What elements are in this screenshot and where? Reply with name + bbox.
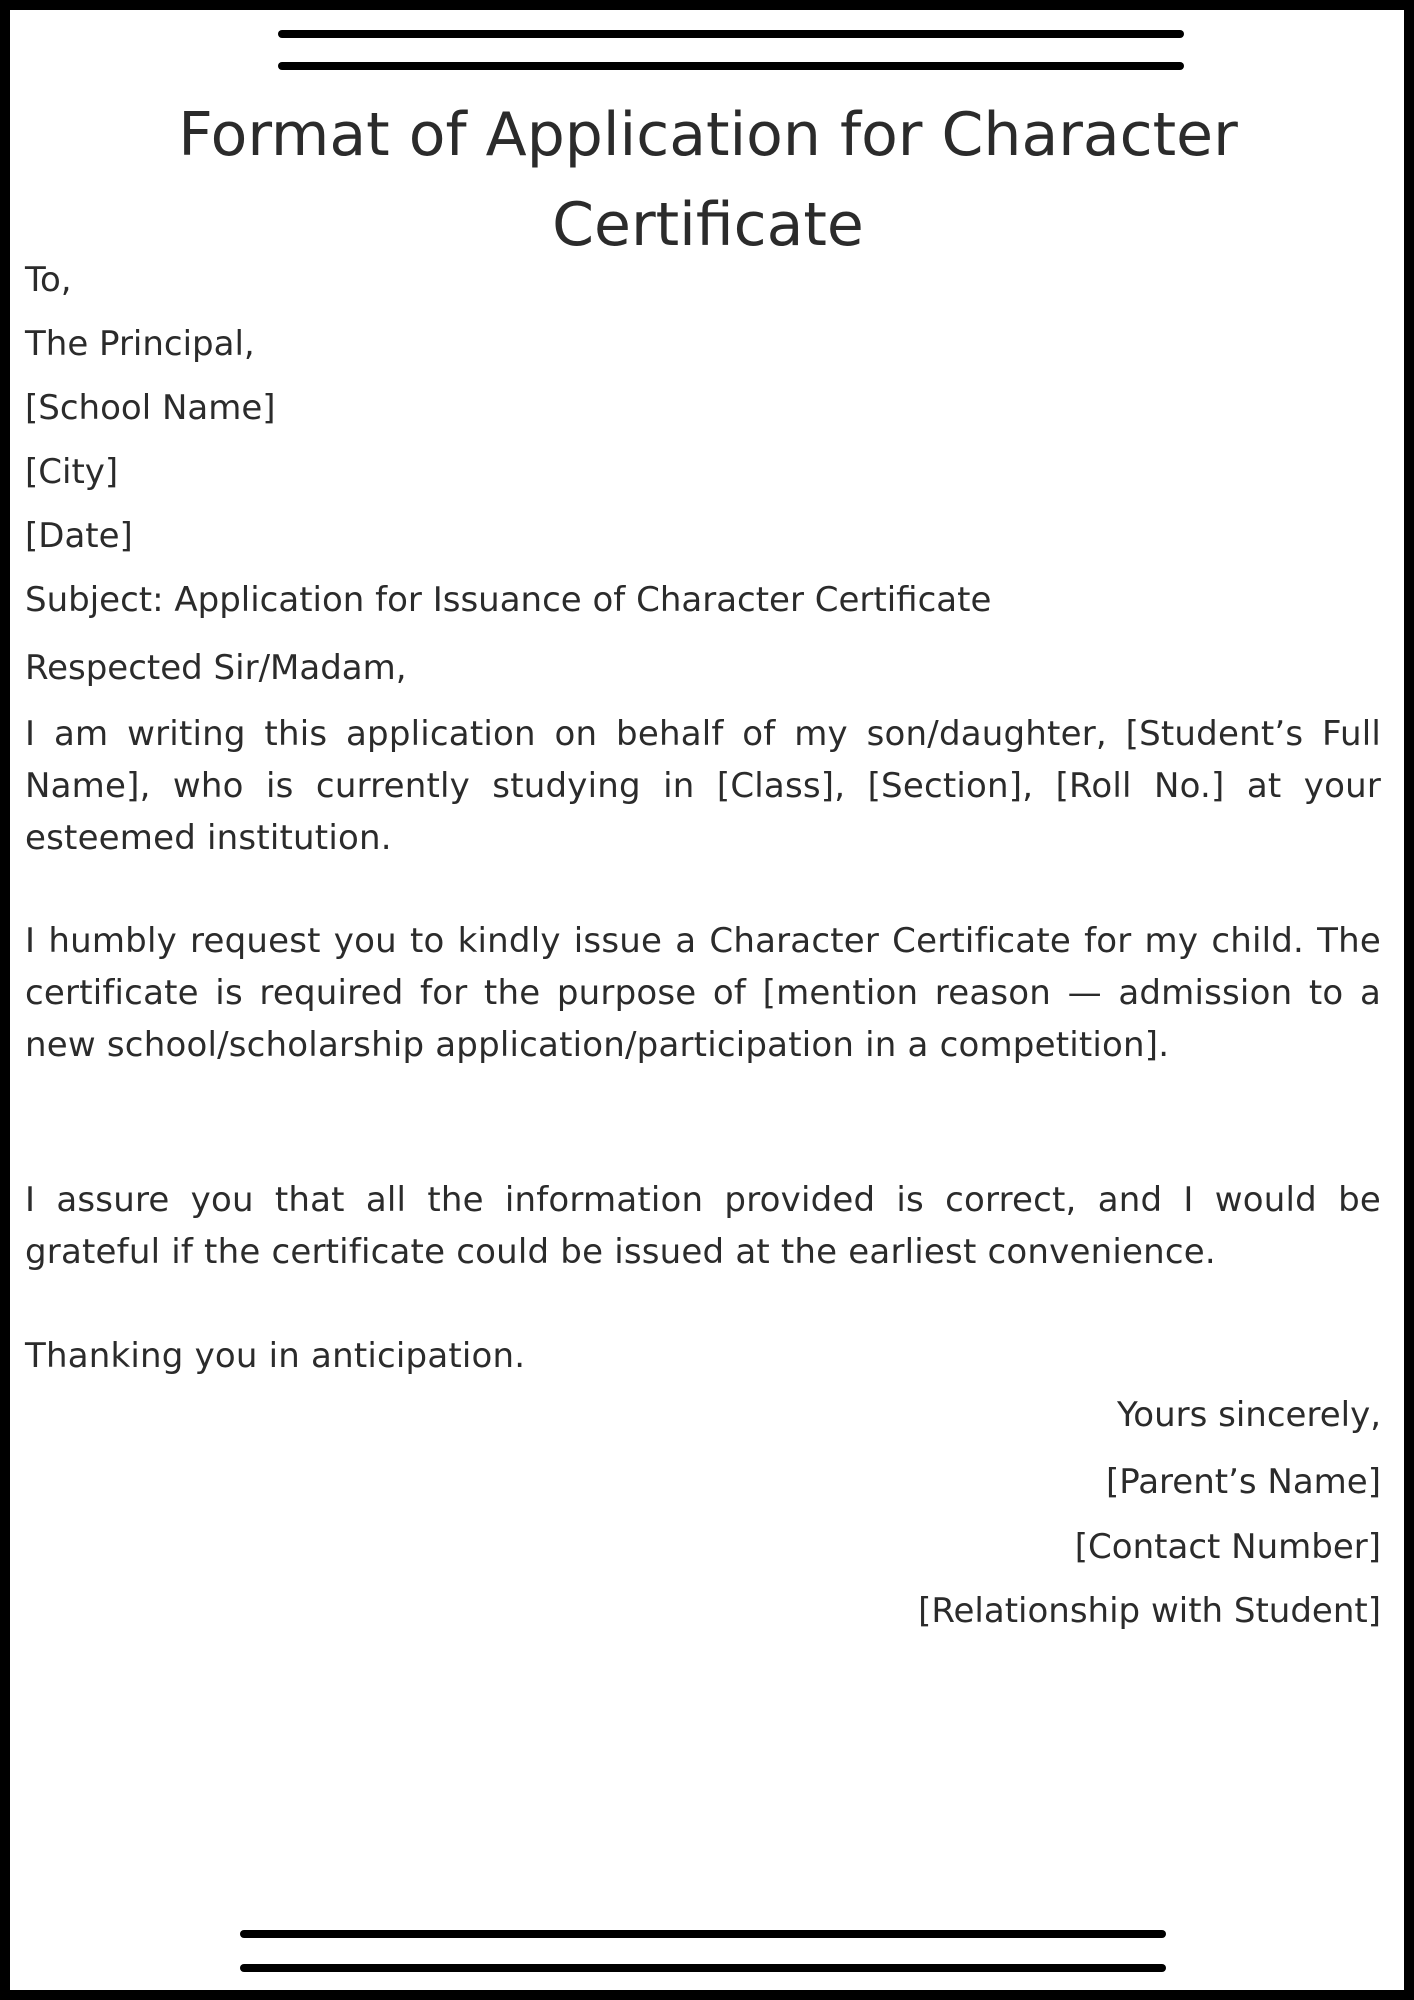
salutation: Respected Sir/Madam, [25,648,407,688]
sign-off: Yours sincerely, [1117,1395,1381,1435]
contact-number: [Contact Number] [1074,1527,1381,1567]
address-school: [School Name] [25,388,276,428]
address-city: [City] [25,452,119,492]
address-to: To, [25,260,72,300]
bottom-rule-upper [240,1930,1166,1938]
body-paragraph-1: I am writing this application on behalf of my son/daughter, [Student’s Full Name], who is currently studying in [Class], [Section], [Roll No.] at your esteemed institution. [25,714,1381,858]
letter-page [10,10,1404,1990]
body-paragraph-4: Thanking you in anticipation. [25,1336,526,1376]
parent-name: [Parent’s Name] [1105,1462,1381,1502]
body-paragraph-3: I assure you that all the information provided is correct, and I would be grateful if the certificate could be issued at the earliest convenience. [25,1180,1381,1272]
top-rule-upper [278,30,1184,38]
top-rule-lower [278,62,1184,70]
page-title: Format of Application for Character Certificate [178,100,1238,260]
subject-line: Subject: Application for Issuance of Character Certificate [25,580,992,620]
body-paragraph-2: I humbly request you to kindly issue a Character Certificate for my child. The certificate is required for the purpose of [mention reason — admission to a new school/scholarship application/participation in a competition]. [25,921,1381,1065]
address-recipient: The Principal, [25,324,255,364]
relationship-with-student: [Relationship with Student] [918,1591,1381,1631]
address-date: [Date] [25,516,133,556]
bottom-rule-lower [240,1964,1166,1972]
